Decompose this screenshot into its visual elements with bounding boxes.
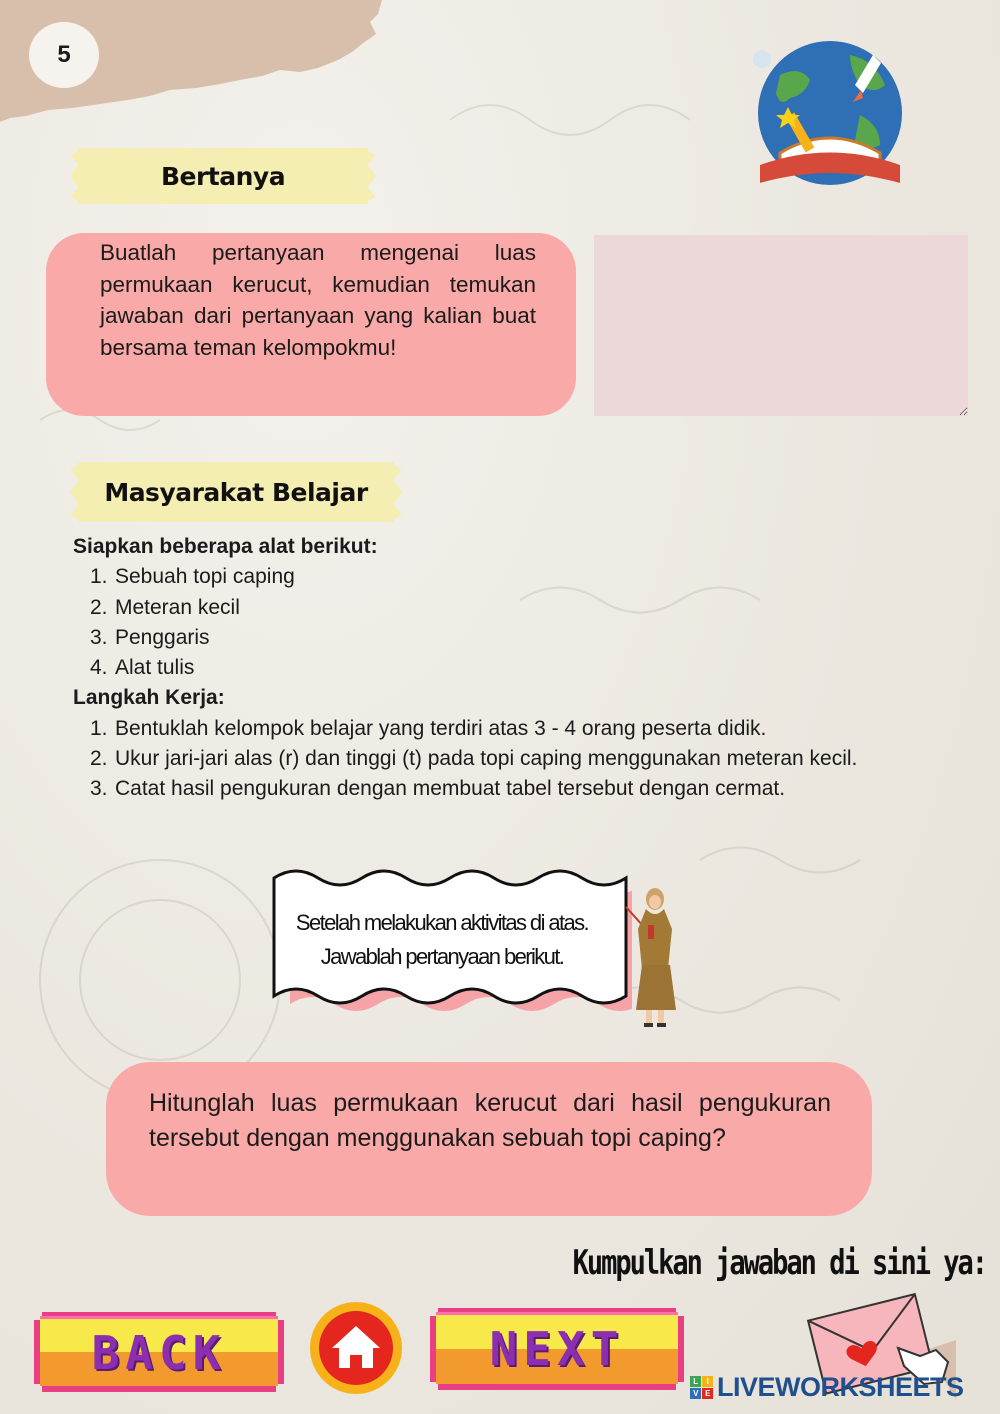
question-instruction-box: [46, 233, 576, 416]
section-title-bertanya: Bertanya: [78, 148, 368, 204]
logo-text: LIVEWORKSHEETS: [717, 1372, 964, 1402]
section-title-masyarakat-belajar: Masyarakat Belajar: [78, 462, 394, 522]
home-button[interactable]: [310, 1302, 402, 1394]
materials-list: [73, 562, 929, 683]
page-number: 5: [29, 22, 99, 88]
back-button[interactable]: [34, 1312, 284, 1392]
list-item: 1. Bentuklah kelompok belajar yang terdiri atas 3 - 4 orang peserta didik.: [90, 716, 767, 740]
list-item: 2. Meteran kecil: [90, 595, 240, 619]
list-item: 4. Alat tulis: [90, 656, 195, 680]
steps-heading: Langkah Kerja:: [73, 686, 225, 710]
list-item: 3. Catat hasil pengukuran dengan membuat tabel tersebut dengan cermat.: [90, 777, 786, 801]
list-item: 3. Penggaris: [90, 625, 210, 649]
next-button-label: NEXT: [489, 1322, 625, 1376]
list-item: 2. Ukur jari-jari alas (r) dan tinggi (t) pada topi caping menggunakan meteran kecil.: [90, 747, 858, 771]
materials-heading: Siapkan beberapa alat berikut:: [73, 535, 378, 558]
question-answer-input[interactable]: [594, 235, 968, 416]
next-button[interactable]: [430, 1308, 684, 1390]
teacher-illustration: [620, 885, 690, 1030]
list-item: 1. Sebuah topi caping: [90, 565, 295, 589]
task-question-box: [106, 1062, 872, 1216]
back-button-label: BACK: [91, 1326, 227, 1380]
logo-badge: L I V E: [690, 1376, 713, 1399]
home-icon: [310, 1302, 402, 1394]
question-instruction-text: Buatlah pertanyaan mengenai luas permukaan kerucut, kemudian temukan jawaban dari pertanyaan yang kalian buat bersama teman kelompokmu!: [100, 240, 536, 360]
steps-list: [73, 714, 929, 805]
globe-book-icon: [750, 35, 910, 200]
activity-content: [73, 532, 929, 805]
submit-prompt: Kumpulkan jawaban di sini ya:: [572, 1244, 986, 1283]
task-question-text: Hitunglah luas permukaan kerucut dari hasil pengukuran tersebut dengan menggunakan sebuah topi caping?: [149, 1089, 831, 1152]
speech-text: Setelah melakukan aktivitas di atas. Jawablah pertanyaan berikut.: [295, 910, 589, 969]
liveworksheets-logo[interactable]: [690, 1372, 964, 1403]
